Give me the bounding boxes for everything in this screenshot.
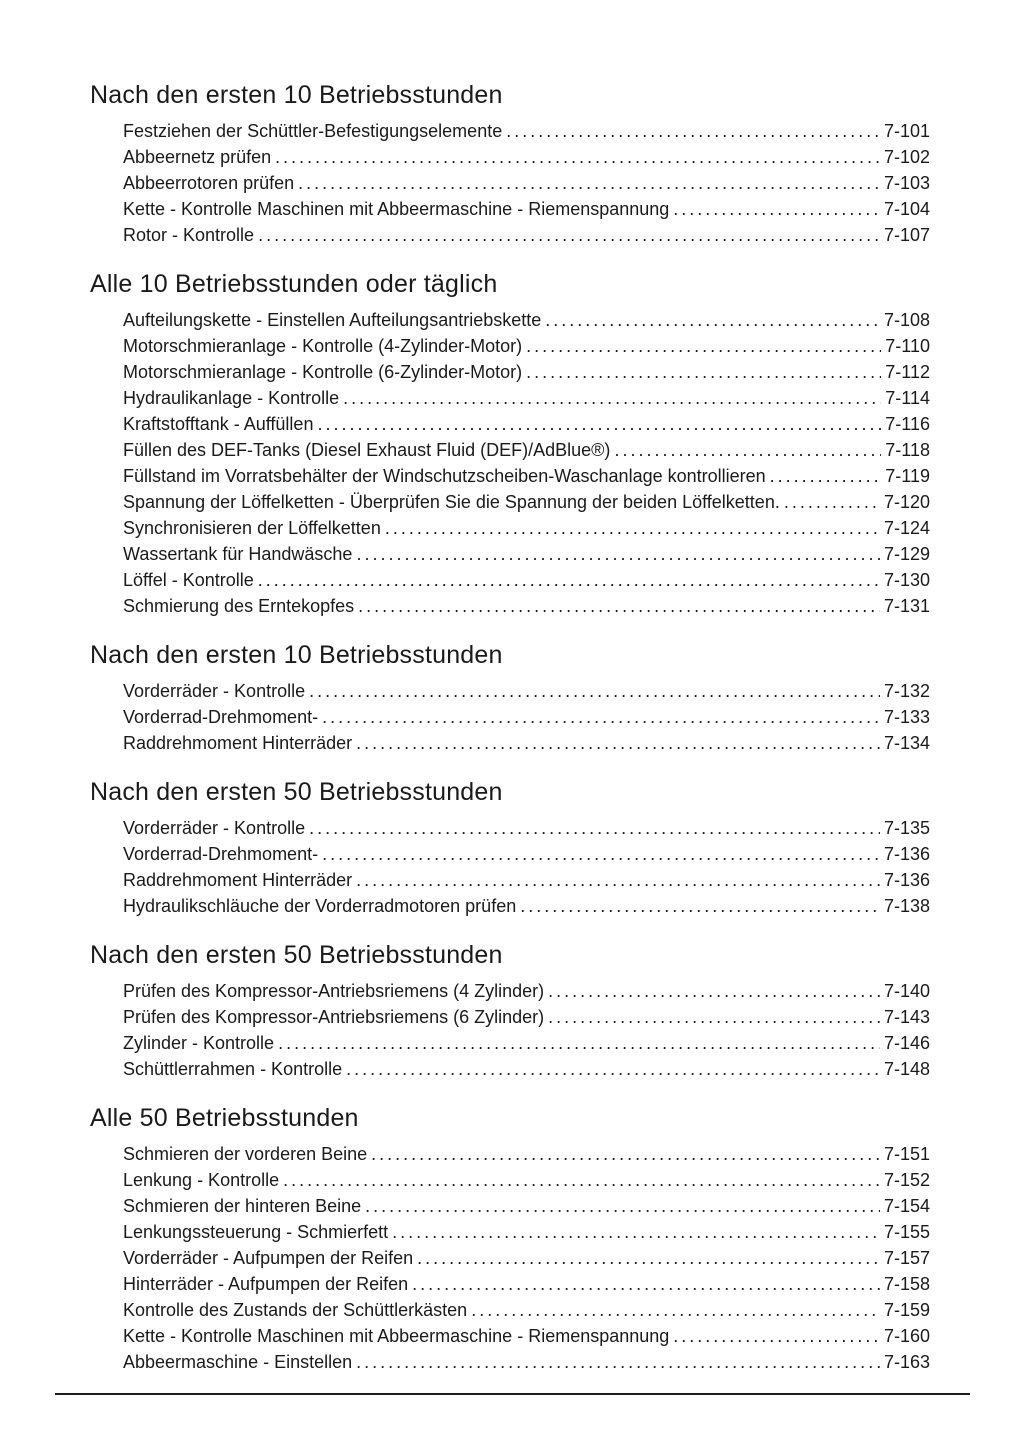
- entry-page-number: 7-116: [885, 414, 930, 434]
- entry-title: Rotor - Kontrolle: [123, 225, 255, 245]
- entry-title: Prüfen des Kompressor-Antriebsriemens (6 Zylinder): [123, 1007, 545, 1027]
- entry-page-number: 7-103: [883, 173, 930, 193]
- dot-leader: [309, 815, 880, 841]
- toc-entry: [123, 1349, 930, 1375]
- toc-entry: [123, 841, 930, 867]
- dot-leader: [283, 1167, 880, 1193]
- dot-leader: [356, 541, 880, 567]
- footer-rule: [55, 1393, 970, 1395]
- dot-leader: [371, 1141, 880, 1167]
- dot-leader: [526, 333, 881, 359]
- toc-entry: [123, 333, 930, 359]
- entry-page-number: 7-136: [883, 870, 930, 890]
- dot-leader: [673, 1323, 880, 1349]
- entry-title: Aufteilungskette - Einstellen Aufteilungsantriebskette: [123, 310, 542, 330]
- section-heading: Nach den ersten 50 Betriebsstunden: [90, 941, 503, 969]
- toc-entry: [123, 704, 930, 730]
- entry-title: Schüttlerrahmen - Kontrolle: [123, 1059, 343, 1079]
- toc-entry: [123, 515, 930, 541]
- dot-leader: [358, 593, 880, 619]
- section-entries: [90, 1141, 930, 1375]
- toc-entry: [123, 118, 930, 144]
- entry-title: Füllstand im Vorratsbehälter der Windschutzscheiben-Waschanlage kontrollieren: [123, 466, 766, 486]
- entry-title: Vorderrad-Drehmoment-: [123, 844, 319, 864]
- entry-title: Synchronisieren der Löffelketten: [123, 518, 381, 538]
- toc-entry: [123, 541, 930, 567]
- entry-title: Vorderrad-Drehmoment-: [123, 707, 319, 727]
- entry-page-number: 7-136: [883, 844, 930, 864]
- entry-page-number: 7-129: [883, 544, 930, 564]
- entry-page-number: 7-110: [885, 336, 930, 356]
- entry-title: Schmierung des Erntekopfes: [123, 596, 355, 616]
- dot-leader: [356, 867, 880, 893]
- entry-title: Motorschmieranlage - Kontrolle (6-Zylinder-Motor): [123, 362, 523, 382]
- toc-section: [90, 80, 930, 248]
- toc-entry: [123, 1030, 930, 1056]
- entry-title: Raddrehmoment Hinterräder: [123, 733, 353, 753]
- section-entries: [90, 678, 930, 756]
- dot-leader: [278, 1030, 880, 1056]
- dot-leader: [298, 170, 880, 196]
- toc-section: [90, 1103, 930, 1375]
- entry-page-number: 7-124: [883, 518, 930, 538]
- dot-leader: [392, 1219, 880, 1245]
- toc-entry: [123, 1297, 930, 1323]
- entry-page-number: 7-146: [883, 1033, 930, 1053]
- toc-entry: [123, 385, 930, 411]
- entry-page-number: 7-119: [885, 466, 930, 486]
- toc-entry: [123, 1323, 930, 1349]
- entry-title: Kette - Kontrolle Maschinen mit Abbeermaschine - Riemenspannung: [123, 199, 670, 219]
- entry-page-number: 7-154: [883, 1196, 930, 1216]
- toc-entry: [123, 489, 930, 515]
- entry-title: Zylinder - Kontrolle: [123, 1033, 275, 1053]
- toc-entry: [123, 144, 930, 170]
- toc-entry: [123, 567, 930, 593]
- section-heading: Alle 50 Betriebsstunden: [90, 1104, 359, 1132]
- entry-title: Kraftstofftank - Auffüllen: [123, 414, 314, 434]
- toc-entry: [123, 730, 930, 756]
- entry-title: Hinterräder - Aufpumpen der Reifen: [123, 1274, 409, 1294]
- entry-title: Raddrehmoment Hinterräder: [123, 870, 353, 890]
- entry-title: Vorderräder - Aufpumpen der Reifen: [123, 1248, 414, 1268]
- entry-title: Schmieren der vorderen Beine: [123, 1144, 368, 1164]
- entry-page-number: 7-104: [883, 199, 930, 219]
- toc-entry: [123, 411, 930, 437]
- toc-entry: [123, 593, 930, 619]
- dot-leader: [417, 1245, 880, 1271]
- toc-entry: [123, 1271, 930, 1297]
- section-entries: [90, 978, 930, 1082]
- toc-entry: [123, 222, 930, 248]
- entry-page-number: 7-131: [883, 596, 930, 616]
- dot-leader: [548, 1004, 880, 1030]
- entry-page-number: 7-120: [883, 492, 930, 512]
- toc-entry: [123, 170, 930, 196]
- section-heading: Nach den ersten 10 Betriebsstunden: [90, 641, 503, 669]
- dot-leader: [548, 978, 880, 1004]
- toc-entry: [123, 978, 930, 1004]
- entry-page-number: 7-112: [885, 362, 930, 382]
- toc-section: [90, 777, 930, 919]
- entry-title: Hydraulikschläuche der Vorderradmotoren prüfen: [123, 896, 517, 916]
- entry-title: Kette - Kontrolle Maschinen mit Abbeermaschine - Riemenspannung: [123, 1326, 670, 1346]
- entry-page-number: 7-157: [883, 1248, 930, 1268]
- entry-page-number: 7-143: [883, 1007, 930, 1027]
- entry-title: Kontrolle des Zustands der Schüttlerkästen: [123, 1300, 468, 1320]
- entry-title: Schmieren der hinteren Beine: [123, 1196, 362, 1216]
- entry-title: Löffel - Kontrolle: [123, 570, 254, 590]
- dot-leader: [322, 841, 880, 867]
- toc-section: [90, 940, 930, 1082]
- entry-title: Motorschmieranlage - Kontrolle (4-Zylinder-Motor): [123, 336, 523, 356]
- entry-page-number: 7-133: [883, 707, 930, 727]
- entry-page-number: 7-158: [883, 1274, 930, 1294]
- toc-entry: [123, 463, 930, 489]
- dot-leader: [614, 437, 881, 463]
- section-entries: [90, 815, 930, 919]
- entry-page-number: 7-138: [883, 896, 930, 916]
- toc-entry: [123, 1193, 930, 1219]
- dot-leader: [322, 704, 880, 730]
- entry-page-number: 7-140: [883, 981, 930, 1001]
- entry-title: Abbeermaschine - Einstellen: [123, 1352, 353, 1372]
- entry-page-number: 7-132: [883, 681, 930, 701]
- entry-page-number: 7-152: [883, 1170, 930, 1190]
- toc-entry: [123, 1056, 930, 1082]
- toc-entry: [123, 1219, 930, 1245]
- toc-entry: [123, 359, 930, 385]
- entry-page-number: 7-130: [883, 570, 930, 590]
- section-heading: Nach den ersten 50 Betriebsstunden: [90, 778, 503, 806]
- entry-page-number: 7-101: [883, 121, 930, 141]
- entry-page-number: 7-107: [883, 225, 930, 245]
- toc-entry: [123, 678, 930, 704]
- dot-leader: [506, 118, 880, 144]
- dot-leader: [673, 196, 880, 222]
- entry-title: Wassertank für Handwäsche: [123, 544, 353, 564]
- entry-page-number: 7-151: [883, 1144, 930, 1164]
- toc-section: [90, 640, 930, 756]
- entry-title: Prüfen des Kompressor-Antriebsriemens (4 Zylinder): [123, 981, 545, 1001]
- entry-title: Festziehen der Schüttler-Befestigungselemente: [123, 121, 503, 141]
- entry-title: Vorderräder - Kontrolle: [123, 681, 306, 701]
- dot-leader: [545, 307, 880, 333]
- entry-title: Spannung der Löffelketten - Überprüfen Sie die Spannung der beiden Löffelketten.: [123, 492, 780, 512]
- dot-leader: [770, 463, 882, 489]
- entry-title: Füllen des DEF-Tanks (Diesel Exhaust Fluid (DEF)/AdBlue®): [123, 440, 611, 460]
- toc: [90, 80, 930, 1375]
- entry-page-number: 7-102: [883, 147, 930, 167]
- entry-page-number: 7-114: [885, 388, 930, 408]
- entry-title: Vorderräder - Kontrolle: [123, 818, 306, 838]
- toc-entry: [123, 893, 930, 919]
- toc-entry: [123, 437, 930, 463]
- toc-entry: [123, 196, 930, 222]
- entry-title: Hydraulikanlage - Kontrolle: [123, 388, 340, 408]
- section-entries: [90, 118, 930, 248]
- entry-page-number: 7-135: [883, 818, 930, 838]
- dot-leader: [526, 359, 881, 385]
- section-heading: Alle 10 Betriebsstunden oder täglich: [90, 270, 498, 298]
- dot-leader: [784, 489, 880, 515]
- dot-leader: [275, 144, 880, 170]
- toc-entry: [123, 815, 930, 841]
- entry-page-number: 7-134: [883, 733, 930, 753]
- entry-page-number: 7-160: [883, 1326, 930, 1346]
- dot-leader: [471, 1297, 880, 1323]
- entry-title: Lenkung - Kontrolle: [123, 1170, 280, 1190]
- toc-entry: [123, 867, 930, 893]
- dot-leader: [356, 1349, 880, 1375]
- entry-page-number: 7-155: [883, 1222, 930, 1242]
- entry-title: Abbeerrotoren prüfen: [123, 173, 295, 193]
- dot-leader: [309, 678, 880, 704]
- dot-leader: [412, 1271, 880, 1297]
- dot-leader: [258, 222, 880, 248]
- section-heading: Nach den ersten 10 Betriebsstunden: [90, 81, 503, 109]
- toc-entry: [123, 1167, 930, 1193]
- entry-page-number: 7-108: [883, 310, 930, 330]
- toc-entry: [123, 1245, 930, 1271]
- entry-page-number: 7-148: [883, 1059, 930, 1079]
- dot-leader: [385, 515, 880, 541]
- dot-leader: [346, 1056, 880, 1082]
- section-entries: [90, 307, 930, 619]
- entry-page-number: 7-159: [883, 1300, 930, 1320]
- dot-leader: [520, 893, 880, 919]
- entry-title: Abbeernetz prüfen: [123, 147, 272, 167]
- toc-section: [90, 269, 930, 619]
- entry-page-number: 7-118: [885, 440, 930, 460]
- entry-page-number: 7-163: [883, 1352, 930, 1372]
- toc-entry: [123, 1004, 930, 1030]
- entry-title: Lenkungssteuerung - Schmierfett: [123, 1222, 389, 1242]
- dot-leader: [343, 385, 881, 411]
- dot-leader: [258, 567, 880, 593]
- dot-leader: [356, 730, 880, 756]
- toc-entry: [123, 1141, 930, 1167]
- toc-entry: [123, 307, 930, 333]
- dot-leader: [365, 1193, 880, 1219]
- dot-leader: [317, 411, 881, 437]
